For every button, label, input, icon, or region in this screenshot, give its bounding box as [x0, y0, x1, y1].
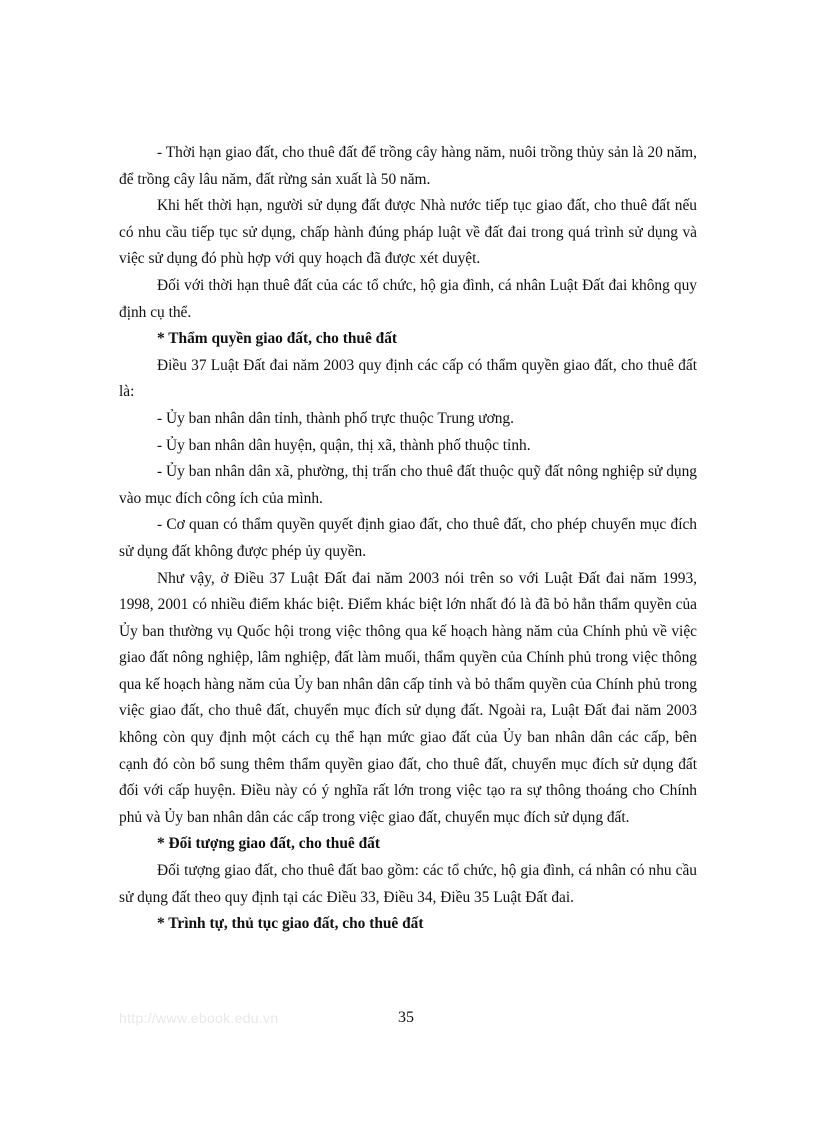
- paragraph: Điều 37 Luật Đất đai năm 2003 quy định các cấp có thẩm quyền giao đất, cho thuê đất là:: [119, 356, 697, 401]
- paragraph: Đối tượng giao đất, cho thuê đất bao gồm: các tổ chức, hộ gia đình, cá nhân có nhu cầu sử dụng đất theo quy định tại các Điều 33, Điều 34, Điều 35 Luật Đất đai.: [119, 862, 697, 906]
- list-item: - Ủy ban nhân dân xã, phường, thị trấn cho thuê đất thuộc quỹ đất nông nghiệp sử dụng vào mục đích công ích của mình.: [119, 463, 697, 507]
- paragraph: Khi hết thời hạn, người sử dụng đất được Nhà nước tiếp tục giao đất, cho thuê đất nếu có nhu cầu tiếp tục sử dụng, chấp hành đúng pháp luật về đất đai trong quá trình sử dụng và việc sử dụng đó phù hợp với quy hoạch đã được xét duyệt.: [119, 197, 697, 268]
- section-heading: * Trình tự, thủ tục giao đất, cho thuê đất: [157, 915, 424, 933]
- page-number: 35: [398, 1009, 414, 1026]
- list-item: - Ủy ban nhân dân tỉnh, thành phố trực thuộc Trung ương.: [157, 409, 514, 427]
- page-body: [119, 140, 697, 938]
- section-heading: * Đối tượng giao đất, cho thuê đất: [157, 835, 380, 853]
- paragraph: - Thời hạn giao đất, cho thuê đất để trồng cây hàng năm, nuôi trồng thủy sản là 20 năm, để trồng cây lâu năm, đất rừng sản xuất là 50 năm.: [119, 144, 697, 188]
- paragraph: Đối với thời hạn thuê đất của các tổ chức, hộ gia đình, cá nhân Luật Đất đai không quy định cụ thể.: [119, 276, 697, 321]
- footer-watermark-url: http://www.ebook.edu.vn: [119, 1010, 279, 1026]
- list-item: - Ủy ban nhân dân huyện, quận, thị xã, thành phố thuộc tỉnh.: [157, 436, 531, 454]
- list-item: - Cơ quan có thẩm quyền quyết định giao đất, cho thuê đất, cho phép chuyển mục đích sử dụng đất không được phép ủy quyền.: [119, 516, 697, 560]
- section-heading: * Thẩm quyền giao đất, cho thuê đất: [157, 330, 398, 348]
- paragraph: Như vậy, ở Điều 37 Luật Đất đai năm 2003 nói trên so với Luật Đất đai năm 1993, 1998, 2001 có nhiều điểm khác biệt. Điểm khác biệt lớn nhất đó là đã bỏ hẳn thẩm quyền của Ủy ban thường vụ Quốc hội trong việc thông qua kế hoạch hàng năm của Chính phủ về việc giao đất nông nghiệp, lâm nghiệp, đất làm muối, thẩm quyền của Chính phủ trong việc thông qua kế hoạch hàng năm của Ủy ban nhân dân cấp tỉnh và bỏ thẩm quyền của Chính phủ trong việc giao đất, cho thuê đất, chuyển mục đích sử dụng đất. Ngoài ra, Luật Đất đai năm 2003 không còn quy định một cách cụ thể hạn mức giao đất của Ủy ban nhân dân các cấp, bên cạnh đó còn bổ sung thêm thẩm quyền giao đất, cho thuê đất, chuyển mục đích sử dụng đất đối với cấp huyện. Điều này có ý nghĩa rất lớn trong việc tạo ra sự thông thoáng cho Chính phủ và Ủy ban nhân dân các cấp trong việc giao đất, chuyển mục đích sử dụng đất.: [119, 569, 697, 826]
